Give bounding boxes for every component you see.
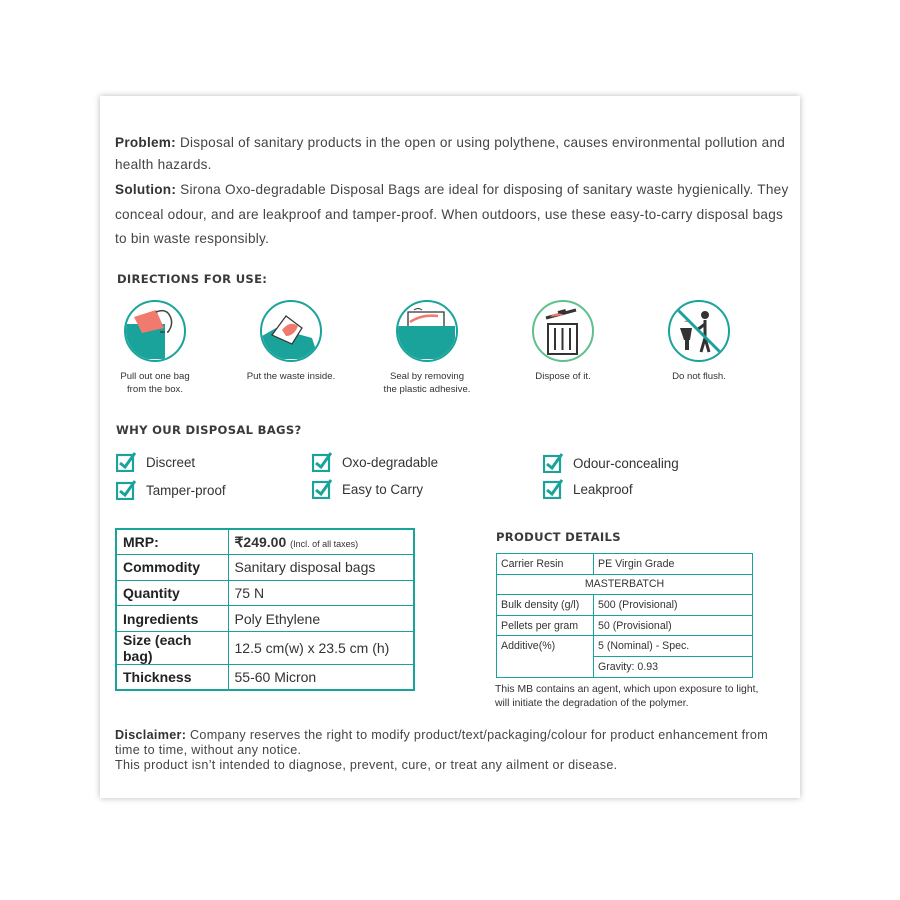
direction-step-2 (236, 300, 346, 383)
mrp-value-cell (228, 529, 414, 555)
table-row (497, 615, 753, 636)
mrp-table (115, 528, 415, 691)
seal-bag-icon (396, 300, 458, 362)
step-2-caption-line-1: Put the waste inside. (246, 371, 336, 382)
disclaimer (115, 728, 795, 773)
masterbatch-note: This MB contains an agent, which upon exposure to light, will initiate the degradation of the polymer. (495, 684, 759, 709)
waste-inside-icon (260, 300, 322, 362)
checkbox-icon (543, 453, 563, 473)
problem-label: Problem: (115, 135, 176, 150)
checkbox-icon (312, 479, 332, 499)
solution-text: Sirona Oxo-degradable Disposal Bags are ideal for disposing of sanitary waste hygienically. They conceal odour, and are leakproof and tamper-proof. When outdoors, use these easy-to-carry disposal bags to bin waste responsibly. (115, 182, 789, 246)
mrp-note: (Incl. of all taxes) (290, 538, 359, 549)
row-key: Additive(%) (497, 636, 594, 657)
checkbox-icon (543, 479, 563, 499)
step-5-caption-line-1: Do not flush. (672, 371, 726, 382)
feature-label: Leakproof (573, 481, 633, 497)
row-value: 12.5 cm(w) x 23.5 cm (h) (228, 631, 414, 664)
row-key: Quantity (116, 580, 228, 606)
disclaimer-text-2: This product isn’t intended to diagnose, prevent, cure, or treat any ailment or disease. (115, 758, 618, 772)
table-row (497, 574, 753, 595)
product-details-table (496, 553, 753, 678)
disclaimer-label: Disclaimer: (115, 728, 187, 742)
why-heading: WHY OUR DISPOSAL BAGS? (116, 423, 302, 437)
directions-heading: DIRECTIONS FOR USE: (117, 272, 268, 286)
dustbin-icon (532, 300, 594, 362)
feature-label: Tamper-proof (146, 482, 226, 498)
row-value: Poly Ethylene (228, 606, 414, 632)
feature-label: Oxo-degradable (342, 454, 439, 470)
no-flush-icon (668, 300, 730, 362)
checkbox-icon (116, 452, 136, 472)
intro-text (115, 132, 795, 252)
table-row (497, 636, 753, 657)
feature-label: Odour-concealing (573, 455, 679, 471)
problem-text: Disposal of sanitary products in the open or using polythene, causes environmental pollution and health hazards. (115, 135, 786, 172)
mrp-label: MRP: (116, 529, 228, 555)
table-row (116, 580, 414, 606)
solution-paragraph (115, 178, 795, 252)
row-value: 75 N (228, 580, 414, 606)
pull-bag-icon (124, 300, 186, 362)
table-row (116, 664, 414, 690)
product-info-card (100, 96, 800, 798)
row-key: Bulk density (g/l) (497, 595, 594, 616)
disclaimer-paragraph (115, 728, 795, 758)
row-value: PE Virgin Grade (594, 554, 753, 575)
feature-discreet (116, 452, 195, 472)
masterbatch-row: MASTERBATCH (497, 574, 753, 595)
row-key: Pellets per gram (497, 615, 594, 636)
row-key: Commodity (116, 555, 228, 581)
table-row (497, 656, 753, 677)
row-key: Ingredients (116, 606, 228, 632)
step-1-caption-line-2: from the box. (127, 384, 183, 395)
table-row (116, 529, 414, 555)
feature-leakproof (543, 479, 633, 499)
table-row (116, 555, 414, 581)
step-3-caption-line-1: Seal by removing (389, 371, 465, 382)
table-row (116, 631, 414, 664)
mrp-value: ₹249.00 (234, 533, 287, 550)
feature-label: Discreet (146, 454, 196, 470)
row-value: 50 (Provisional) (594, 615, 753, 636)
direction-step-5 (644, 300, 754, 383)
solution-label: Solution: (115, 182, 177, 197)
empty-cell (497, 656, 594, 677)
step-3-caption-line-2: the plastic adhesive. (383, 384, 471, 395)
feature-odour-concealing (543, 453, 679, 473)
row-value: 55-60 Micron (228, 664, 414, 690)
row-value: Gravity: 0.93 (594, 656, 753, 677)
feature-easy-to-carry (312, 479, 423, 499)
checkbox-icon (312, 452, 332, 472)
table-row (497, 554, 753, 575)
row-value: 500 (Provisional) (594, 595, 753, 616)
direction-step-4 (508, 300, 618, 383)
table-row (497, 595, 753, 616)
row-value: 5 (Nominal) - Spec. (594, 636, 753, 657)
disclaimer-text: Company reserves the right to modify product/text/packaging/colour for product enhancement from time to time, without any notice. (115, 728, 769, 757)
direction-step-1 (100, 300, 210, 396)
table-row (116, 606, 414, 632)
row-key: Size (each bag) (116, 631, 228, 664)
feature-oxo-degradable (312, 452, 438, 472)
row-key: Thickness (116, 664, 228, 690)
direction-step-3 (372, 300, 482, 396)
problem-paragraph (115, 132, 795, 176)
row-value: Sanitary disposal bags (228, 555, 414, 581)
step-4-caption-line-1: Dispose of it. (535, 371, 591, 382)
step-1-caption-line-1: Pull out one bag (120, 371, 190, 382)
checkbox-icon (116, 480, 136, 500)
feature-label: Easy to Carry (342, 481, 424, 497)
row-key: Carrier Resin (497, 554, 594, 575)
feature-tamper-proof (116, 480, 226, 500)
product-details-heading: PRODUCT DETAILS (496, 530, 621, 544)
